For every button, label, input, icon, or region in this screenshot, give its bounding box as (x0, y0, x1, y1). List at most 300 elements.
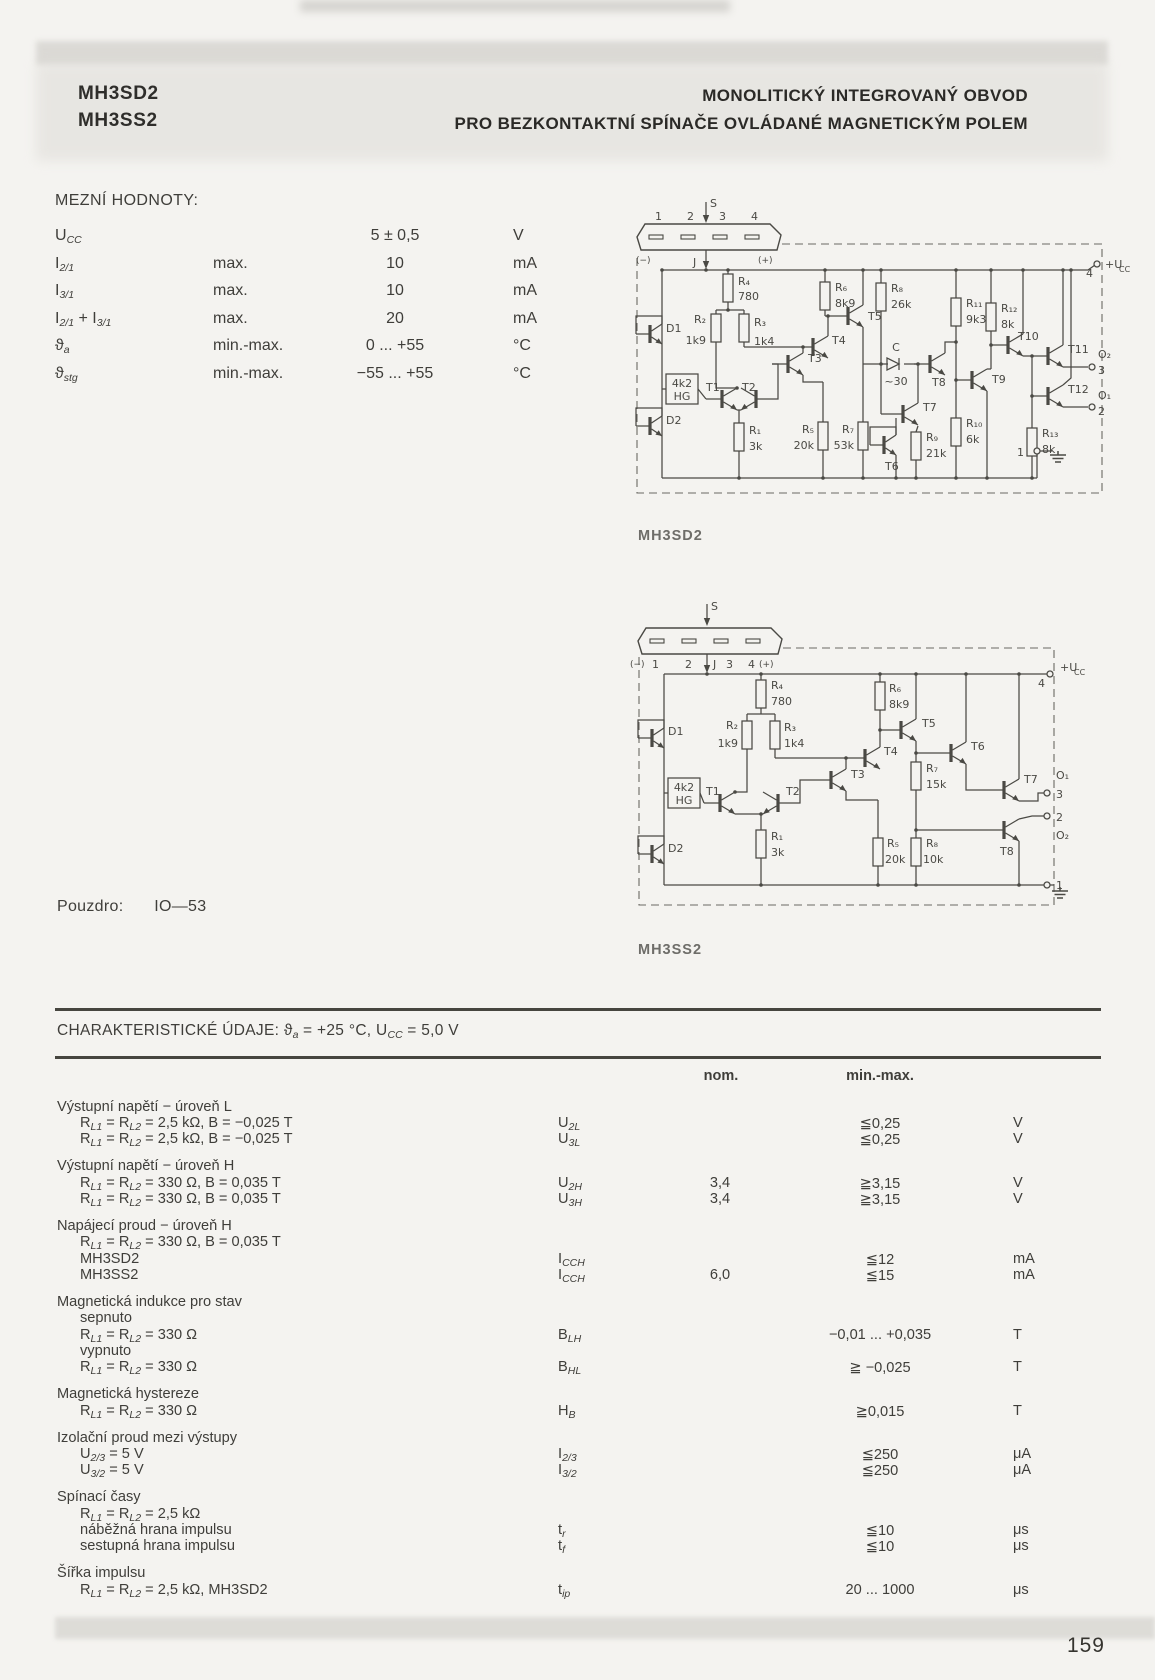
parameter-symbol: $I_{3/1}$ (55, 282, 75, 301)
resistor-value: 26k (891, 298, 912, 311)
polarity-plus: (+) (758, 256, 773, 266)
resistor-value: 1k9 (717, 737, 738, 750)
circuit-diagram-mh3sd2 (592, 192, 1137, 504)
parameter-text: $R_{L1} = R_{L2} = 2,5$ kΩ, MH3SD2 (80, 1581, 268, 1600)
transistor-d1 (638, 720, 664, 748)
minmax-value: ≦15 (865, 1268, 895, 1285)
table-rule-mid (55, 1056, 1101, 1059)
resistor-value: 1k4 (784, 737, 805, 750)
table-row (0, 1403, 1155, 1419)
parameter-text: $R_{L1} = R_{L2} = 2,5$ kΩ, B = −0,025 T (80, 1131, 293, 1150)
unit: V (1013, 1190, 1023, 1207)
component-label: T1 (706, 785, 720, 798)
table-row (0, 1430, 1155, 1446)
capacitor-label: C (892, 341, 900, 354)
parameter-text: MH3SS2 (80, 1267, 139, 1284)
qualifier: max. (213, 282, 248, 299)
supply-label: +U (1105, 258, 1123, 271)
symbol: $B_{HL}$ (558, 1359, 582, 1378)
table-row (0, 1158, 1155, 1174)
minmax-value: ≦10 (865, 1523, 895, 1540)
resistor-label: R₄ (738, 275, 751, 288)
parameter-text: $R_{L1} = R_{L2} = 330$ Ω, B = 0,035 T (80, 1174, 281, 1193)
symbol: $I_{3/2}$ (558, 1462, 577, 1481)
table-row (0, 1386, 1155, 1402)
minmax-value: ≧ −0,025 (849, 1360, 911, 1377)
parameter-symbol: $ϑ_a$ (55, 337, 70, 356)
resistor-value: 3k (771, 846, 785, 859)
parameter-text: $U_{2/3} = 5$ V (80, 1446, 144, 1465)
resistor-value: 8k9 (835, 297, 856, 310)
unit: mA (513, 282, 537, 299)
hall-current-label: J (713, 658, 717, 671)
parameter-text: Šířka impulsu (57, 1565, 146, 1582)
table-row (0, 1234, 1155, 1253)
transistor-t3 (815, 769, 846, 791)
resistor-label: R₁ (749, 424, 762, 437)
pin-number: 1 (1017, 446, 1024, 459)
component-label: T3 (851, 768, 865, 781)
resistor-value: 20k (885, 853, 906, 866)
resistor-label: R₃ (754, 316, 767, 329)
component-label: T9 (992, 373, 1006, 386)
resistor-label: R₉ (926, 431, 939, 444)
pin-number: 4 (1086, 267, 1093, 280)
terminal-pin1 (1044, 882, 1050, 888)
table-row (0, 1191, 1155, 1207)
resistor-r5 (873, 838, 883, 866)
parameter-text: sestupná hrana impulsu (80, 1538, 235, 1555)
component-label: D2 (668, 842, 684, 855)
schematic-caption: MH3SS2 (638, 942, 703, 958)
unit: V (513, 227, 524, 244)
resistor-value: 20k (793, 439, 814, 452)
polarity-plus: (+) (759, 660, 774, 670)
schematic-mh3ss2 (592, 590, 1112, 970)
symbol: $U_{2H}$ (558, 1174, 582, 1193)
resistor-label: R₁₀ (966, 417, 983, 430)
supply-label-sub: CC (1119, 265, 1131, 274)
unit: T (1013, 1326, 1022, 1343)
pin-number: 1 (1056, 879, 1063, 892)
model-numbers (78, 80, 159, 134)
resistor-value: 8k9 (889, 698, 910, 711)
transistor-d2 (638, 836, 664, 864)
pin-label: 3 (726, 658, 733, 671)
resistor-label: R₂ (693, 313, 706, 326)
table-row (55, 255, 615, 283)
transistor-d1 (636, 316, 662, 344)
title-line-1: MONOLITICKÝ INTEGROVANÝ OBVOD (702, 86, 1028, 105)
parameter-text: $R_{L1} = R_{L2} = 330$ Ω, B = 0,035 T (80, 1190, 281, 1209)
transistor-t6 (935, 742, 966, 764)
resistor-label: R₇ (841, 423, 854, 436)
component-label: D1 (666, 322, 682, 335)
unit: μs (1013, 1522, 1029, 1539)
pin-number: 2 (1098, 405, 1105, 418)
terminal-pin3 (1044, 790, 1050, 796)
ic-package-outline (638, 628, 782, 654)
hg-value: 4k2 (673, 781, 695, 794)
terminal-pin1 (1034, 448, 1040, 454)
symbol: $I_{CCH}$ (558, 1250, 585, 1269)
scan-smudge (300, 0, 730, 12)
component-label: D1 (668, 725, 684, 738)
transistor-t6 (870, 427, 896, 455)
resistor-r6 (875, 682, 885, 710)
terminal-pin2 (1044, 813, 1050, 819)
resistor-r8 (876, 283, 886, 311)
output-label: O₂ (1056, 829, 1070, 842)
resistor-r4 (756, 680, 766, 708)
parameter-text: $R_{L1} = R_{L2} = 330$ Ω, B = 0,035 T (80, 1234, 281, 1253)
qualifier: max. (213, 309, 248, 327)
value: 20 (386, 309, 404, 327)
schematic-caption: MH3SD2 (638, 528, 703, 544)
table-row (55, 282, 615, 310)
resistor-label: R₁ (771, 830, 784, 843)
table-row (0, 1506, 1155, 1522)
unit: °C (513, 337, 531, 354)
hg-label: HG (675, 794, 693, 807)
parameter-symbol: $I_{2/1}$ (55, 254, 75, 274)
component-label: T12 (1068, 383, 1089, 396)
transistor-t9 (956, 369, 987, 391)
component-label: T4 (884, 745, 898, 758)
qualifier: min.-max. (213, 364, 284, 382)
capacitor-c (887, 358, 899, 370)
terminal-ucc (1094, 261, 1100, 267)
column-header-minmax: min.-max. (846, 1068, 914, 1084)
model-1: MH3SD2 (78, 83, 159, 104)
resistor-r1 (756, 830, 766, 858)
resistor-value: 53k (833, 439, 854, 452)
minmax-value: 20 ... 1000 (845, 1581, 915, 1598)
component-label: T3 (808, 352, 822, 365)
transistor-d2 (636, 408, 662, 436)
resistor-r12 (986, 303, 996, 331)
transistor-t3 (772, 353, 803, 375)
resistor-r8 (911, 838, 921, 866)
table-row (0, 1251, 1155, 1267)
transistor-t7 (988, 779, 1019, 801)
symbol: $U_{3L}$ (558, 1131, 581, 1150)
resistor-label: R₄ (771, 679, 784, 692)
resistor-value: 780 (771, 695, 792, 708)
component-label: D2 (666, 414, 682, 427)
hg-label: HG (673, 390, 691, 403)
symbol: $B_{LH}$ (558, 1326, 582, 1345)
parameter-text: $R_{L1} = R_{L2} = 2,5$ kΩ, B = −0,025 T (80, 1114, 293, 1133)
resistor-label: R₁₁ (966, 297, 983, 310)
resistor-label: R₁₃ (1042, 427, 1059, 440)
minmax-value: ≧0,015 (855, 1403, 905, 1420)
symbol: $t_{ip}$ (558, 1581, 571, 1600)
table-row (0, 1327, 1155, 1343)
page-number: 159 (1066, 1634, 1105, 1657)
resistor-label: R₁₂ (1001, 302, 1018, 315)
ic-package-outline (637, 224, 781, 250)
minmax-value: ≦250 (861, 1463, 899, 1480)
minmax-value: ≧3,15 (859, 1175, 901, 1192)
component-label: T7 (923, 401, 937, 414)
nominal-value: 6,0 (709, 1267, 731, 1284)
transistor-t8 (988, 819, 1019, 841)
resistor-label: R₆ (835, 281, 848, 294)
output-label: O₁ (1056, 769, 1070, 782)
resistor-r2 (711, 314, 721, 342)
minmax-value: −0,01 ... +0,035 (828, 1326, 932, 1343)
circuit-diagram-mh3ss2 (592, 590, 1112, 920)
transistor-t12 (1032, 385, 1063, 407)
resistor-r4 (723, 274, 733, 302)
resistor-r7 (858, 422, 868, 450)
value: 5 ± 0,5 (370, 227, 420, 244)
resistor-value: 21k (926, 447, 947, 460)
parameter-text: vypnuto (80, 1343, 132, 1360)
parameter-text: MH3SD2 (80, 1250, 140, 1267)
component-label: T6 (885, 460, 899, 473)
page-title (454, 82, 1028, 138)
component-label: T5 (922, 717, 936, 730)
symbol: $U_{3H}$ (558, 1190, 582, 1209)
supply-label-sub: CC (1074, 668, 1086, 677)
resistor-label: R₈ (891, 282, 904, 295)
polarity-minus: (−) (636, 256, 651, 266)
limit-values-table (55, 192, 615, 392)
table-row (55, 227, 615, 255)
limit-values-title: MEZNÍ HODNOTY: (55, 192, 199, 209)
resistor-value: 780 (738, 290, 759, 303)
symbol: $t_f$ (558, 1538, 565, 1557)
resistor-r2 (742, 721, 752, 749)
unit: mA (513, 254, 537, 272)
column-header-nom: nom. (703, 1068, 739, 1084)
parameter-text: náběžná hrana impulsu (80, 1522, 232, 1539)
resistor-value: 6k (966, 433, 980, 446)
transistor-t7 (887, 403, 918, 425)
schematic-mh3sd2 (592, 192, 1137, 552)
table-row (0, 1343, 1155, 1359)
minmax-value: ≧3,15 (859, 1191, 901, 1208)
resistor-label: R₂ (725, 719, 738, 732)
symbol: $H_B$ (558, 1402, 576, 1421)
title-line-2: PRO BEZKONTAKTNÍ SPÍNAČE OVLÁDANÉ MAGNETICKÝM POLEM (454, 114, 1028, 133)
resistor-label: R₆ (889, 682, 902, 695)
resistor-value: 1k9 (685, 334, 706, 347)
minmax-value: ≦0,25 (859, 1132, 901, 1149)
terminal-ucc (1047, 671, 1053, 677)
component-label: T2 (786, 785, 800, 798)
nominal-value: 3,4 (709, 1174, 731, 1191)
unit: mA (1013, 1267, 1035, 1284)
minmax-value: ≦250 (861, 1447, 899, 1464)
resistor-value: 15k (926, 778, 947, 791)
pin-label: 4 (751, 210, 758, 223)
symbol: $I_{CCH}$ (558, 1267, 585, 1286)
minmax-value: ≦12 (865, 1251, 895, 1268)
characteristics-rows (0, 1088, 1155, 1598)
table-row (0, 1218, 1155, 1234)
magnet-input-label: S (711, 600, 718, 613)
parameter-text: Výstupní napětí − úroveň L (57, 1098, 232, 1115)
table-row (0, 1115, 1155, 1131)
capacitor-value: ~30 (884, 375, 908, 388)
parameter-symbol: $I_{2/1} + I_{3/1}$ (55, 309, 112, 329)
parameter-text: $R_{L1} = R_{L2} = 330$ Ω (80, 1326, 198, 1345)
pin-label: 3 (719, 210, 726, 223)
unit: μA (1013, 1462, 1032, 1479)
component-label: T6 (971, 740, 985, 753)
pin-number: 3 (1098, 364, 1105, 377)
unit: T (1013, 1359, 1022, 1376)
component-label: T1 (706, 381, 720, 394)
output-label: O₂ (1098, 348, 1112, 361)
table-row (0, 1310, 1155, 1326)
resistor-label: R₃ (784, 721, 797, 734)
parameter-symbol: $ϑ_{stg}$ (55, 364, 78, 384)
table-rule-top (55, 1008, 1101, 1011)
output-label: O₁ (1098, 389, 1112, 402)
hg-value: 4k2 (671, 377, 693, 390)
table-row (0, 1131, 1155, 1150)
table-row (0, 1462, 1155, 1481)
pin-label: 2 (687, 210, 694, 223)
component-label: T4 (832, 334, 846, 347)
characteristics-title: CHARAKTERISTICKÉ ÚDAJE: $ϑ_a = +25$ °C, $U_{CC} = 5,0$ V (57, 1022, 459, 1041)
table-row (55, 310, 615, 338)
parameter-text: Napájecí proud − úroveň H (57, 1217, 232, 1234)
unit: V (1013, 1174, 1023, 1191)
nominal-value: 3,4 (709, 1190, 731, 1207)
package-info (57, 898, 206, 916)
resistor-value: 3k (749, 440, 763, 453)
parameter-text: $U_{3/2} = 5$ V (80, 1462, 144, 1481)
resistor-r5 (818, 422, 828, 450)
pin-label: 2 (685, 658, 692, 671)
table-row (55, 365, 615, 393)
unit: μA (1013, 1446, 1032, 1463)
unit: V (1013, 1114, 1023, 1131)
scan-band-bottom (55, 1617, 1155, 1639)
unit: V (1013, 1131, 1023, 1148)
qualifier: max. (213, 254, 248, 272)
hall-current-label: J (693, 256, 697, 269)
component-label: T5 (868, 310, 882, 323)
table-row (0, 1446, 1155, 1465)
pin-number: 3 (1056, 788, 1063, 801)
model-2: MH3SS2 (78, 110, 158, 131)
terminal-pin2 (1089, 404, 1095, 410)
resistor-value: 8k (1001, 318, 1015, 331)
table-row (0, 1175, 1155, 1191)
table-row (0, 1267, 1155, 1286)
resistor-value: 8k (1042, 443, 1056, 456)
component-label: T10 (1018, 330, 1039, 343)
resistor-value: 10k (923, 853, 944, 866)
resistor-r1 (734, 423, 744, 451)
scan-band-top (36, 41, 1108, 65)
table-row (0, 1359, 1155, 1378)
parameter-text: Magnetická indukce pro stav (57, 1293, 242, 1310)
value: 0 ... +55 (365, 337, 425, 354)
terminal-pin3 (1089, 364, 1095, 370)
ic-boundary (639, 648, 1054, 905)
symbol: $U_{2L}$ (558, 1114, 581, 1133)
unit: μs (1013, 1581, 1029, 1598)
component-label: T8 (1000, 845, 1014, 858)
component-label: T2 (742, 381, 756, 394)
pin-label: 1 (655, 210, 662, 223)
minmax-value: ≦0,25 (859, 1115, 901, 1132)
parameter-text: Výstupní napětí − úroveň H (57, 1158, 235, 1175)
table-row (0, 1538, 1155, 1557)
table-row (0, 1582, 1155, 1598)
component-label: T8 (932, 376, 946, 389)
unit: °C (513, 364, 531, 382)
transistor-t11 (1032, 345, 1063, 367)
transistor-t5 (885, 719, 916, 741)
unit: mA (513, 309, 537, 327)
package-label: Pouzdro: (57, 898, 124, 915)
limit-values-rows (55, 227, 615, 392)
resistor-r3 (770, 721, 780, 749)
resistor-r11 (951, 298, 961, 326)
table-row (0, 1522, 1155, 1541)
table-row (0, 1565, 1155, 1581)
value: −55 ... +55 (356, 364, 434, 382)
parameter-text: Izolační proud mezi výstupy (57, 1429, 238, 1446)
parameter-text: $R_{L1} = R_{L2} = 330$ Ω (80, 1402, 198, 1421)
component-label: T11 (1068, 343, 1089, 356)
parameter-text: Magnetická hystereze (57, 1386, 199, 1403)
unit: μs (1013, 1538, 1029, 1555)
resistor-value: 1k4 (754, 335, 775, 348)
pin-label: 4 (748, 658, 755, 671)
value: 10 (386, 254, 404, 272)
resistor-r10 (951, 418, 961, 446)
resistor-value: 9k3 (966, 313, 987, 326)
parameter-symbol: $U_{CC}$ (55, 227, 82, 246)
resistor-label: R₅ (801, 423, 814, 436)
table-row (55, 337, 615, 365)
pin-number: 2 (1056, 811, 1063, 824)
qualifier: min.-max. (213, 337, 284, 354)
resistor-r9 (911, 432, 921, 460)
parameter-text: sepnuto (80, 1310, 132, 1327)
resistor-r3 (739, 314, 749, 342)
table-row (0, 1099, 1155, 1115)
minmax-value: ≦10 (865, 1539, 895, 1556)
polarity-minus: (−) (630, 660, 645, 670)
parameter-text: $R_{L1} = R_{L2} = 2,5$ kΩ (80, 1505, 201, 1524)
table-row (0, 1294, 1155, 1310)
component-label: T7 (1024, 773, 1038, 786)
parameter-text: $R_{L1} = R_{L2} = 330$ Ω (80, 1359, 198, 1378)
pin-number: 4 (1038, 677, 1045, 690)
magnet-input-label: S (710, 197, 717, 210)
resistor-r6 (820, 282, 830, 310)
value: 10 (386, 282, 404, 299)
resistor-r7 (911, 762, 921, 790)
symbol: $t_r$ (558, 1522, 566, 1541)
transistor-t4 (849, 747, 880, 769)
resistor-label: R₅ (887, 837, 900, 850)
supply-label: +U (1060, 661, 1078, 674)
resistor-label: R₇ (926, 762, 939, 775)
package-value: IO—53 (154, 898, 207, 915)
table-row (0, 1489, 1155, 1505)
